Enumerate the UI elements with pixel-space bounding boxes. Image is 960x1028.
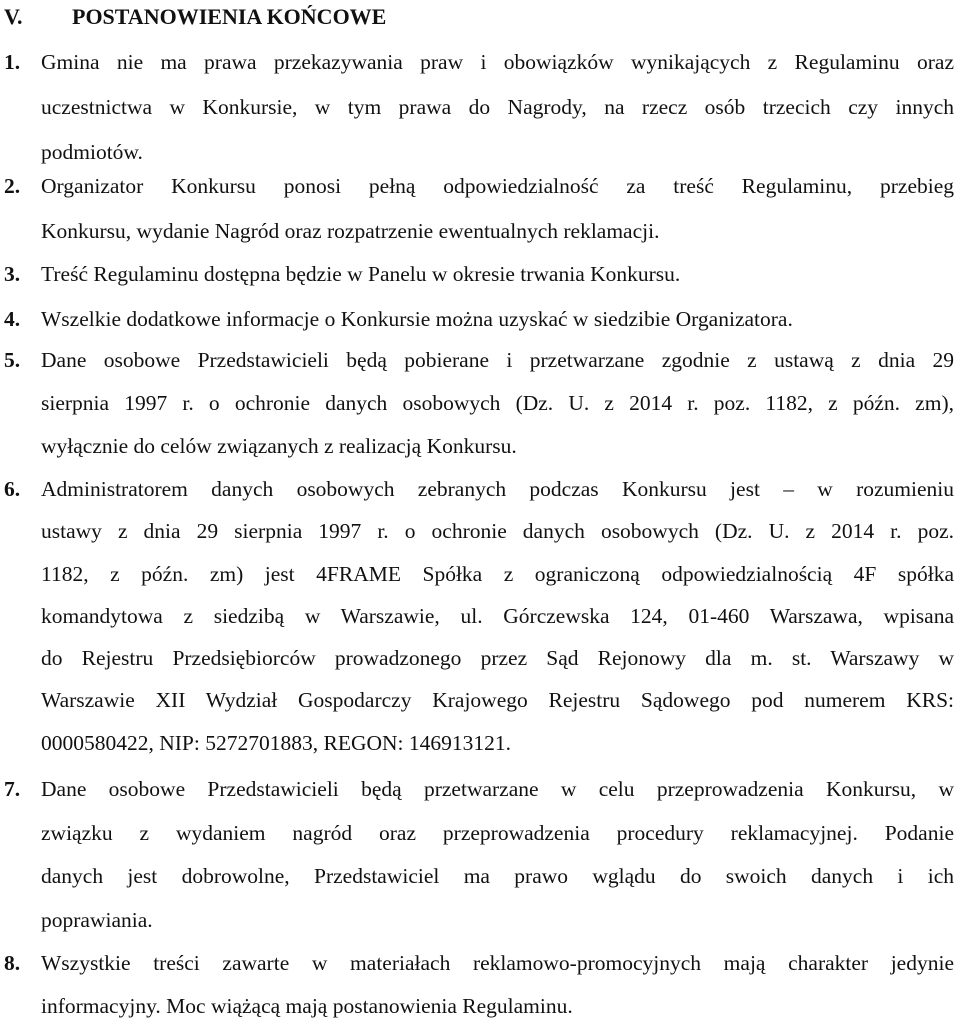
list-item (4, 40, 954, 175)
item-text (41, 252, 954, 297)
text-line: poprawiania. (41, 908, 153, 933)
text-line: Warszawie XII Wydział Gospodarczy Krajowego Rejestru Sądowego pod numerem KRS: (41, 688, 954, 713)
item-number: 4. (4, 307, 21, 331)
item-number: 3. (4, 262, 21, 286)
text-line: informacyjny. Moc wiążącą mają postanowienia Regulaminu. (41, 994, 573, 1018)
item-number: 5. (4, 348, 21, 372)
text-line: Konkursu, wydanie Nagród oraz rozpatrzenie ewentualnych reklamacji. (41, 219, 660, 243)
text-line: Treść Regulaminu dostępna będzie w Panelu w okresie trwania Konkursu. (41, 262, 681, 286)
text-line: związku z wydaniem nagród oraz przeprowadzenia procedury reklamacyjnej. Podanie (41, 820, 954, 845)
section-heading (4, 2, 386, 32)
item-number: 7. (4, 777, 21, 801)
text-line: Dane osobowe Przedstawicieli będą przetwarzane w celu przeprowadzenia Konkursu, w (41, 777, 954, 801)
text-line: Dane osobowe Przedstawicieli będą pobierane i przetwarzane zgodnie z ustawą z dnia 29 (41, 348, 954, 372)
text-line: 0000580422, NIP: 5272701883, REGON: 146913121. (41, 730, 512, 755)
text-line: wyłącznie do celów związanych z realizacją Konkursu. (41, 434, 517, 458)
item-text (41, 164, 954, 254)
list-item (4, 339, 954, 468)
item-text (41, 942, 954, 1028)
text-line: ustawy z dnia 29 sierpnia 1997 r. o ochronie danych osobowych (Dz. U. z 2014 r. poz. (41, 519, 954, 544)
text-line: Organizator Konkursu ponosi pełną odpowiedzialność za treść Regulaminu, przebieg (41, 174, 954, 198)
list-item (4, 252, 954, 297)
text-line: Wszystkie treści zawarte w materiałach reklamowo-promocyjnych mają charakter jedynie (41, 951, 954, 975)
text-line: danych jest dobrowolne, Przedstawiciel ma prawo wglądu do swoich danych i ich (41, 864, 954, 889)
item-number: 1. (4, 50, 21, 74)
text-line: Wszelkie dodatkowe informacje o Konkursie można uzyskać w siedzibie Organizatora. (41, 307, 793, 331)
section-number: V. (4, 4, 23, 29)
text-line: Administratorem danych osobowych zebranych podczas Konkursu jest – w rozumieniu (41, 477, 954, 501)
section-title: POSTANOWIENIA KOŃCOWE (72, 4, 387, 29)
text-line: Gmina nie ma prawa przekazywania praw i obowiązków wynikających z Regulaminu oraz (41, 50, 954, 74)
list-item (4, 468, 954, 764)
text-line: 1182, z późn. zm) jest 4FRAME Spółka z ograniczoną odpowiedzialnością 4F spółka (41, 561, 954, 586)
list-item (4, 297, 954, 342)
text-line: podmiotów. (41, 140, 143, 164)
list-item (4, 164, 954, 254)
item-number: 8. (4, 951, 21, 975)
text-line: uczestnictwa w Konkursie, w tym prawa do Nagrody, na rzecz osób trzecich czy innych (41, 95, 954, 119)
item-text (41, 339, 954, 468)
item-text (41, 40, 954, 175)
text-line: sierpnia 1997 r. o ochronie danych osobowych (Dz. U. z 2014 r. poz. 1182, z późn. zm), (41, 391, 954, 415)
text-line: do Rejestru Przedsiębiorców prowadzonego przez Sąd Rejonowy dla m. st. Warszawy w (41, 646, 954, 671)
list-item (4, 942, 954, 1028)
item-text (41, 468, 954, 764)
list-item (4, 768, 954, 943)
item-text (41, 768, 954, 943)
item-number: 6. (4, 477, 21, 501)
item-number: 2. (4, 174, 21, 198)
text-line: komandytowa z siedzibą w Warszawie, ul. Górczewska 124, 01-460 Warszawa, wpisana (41, 603, 954, 628)
item-text (41, 297, 954, 342)
